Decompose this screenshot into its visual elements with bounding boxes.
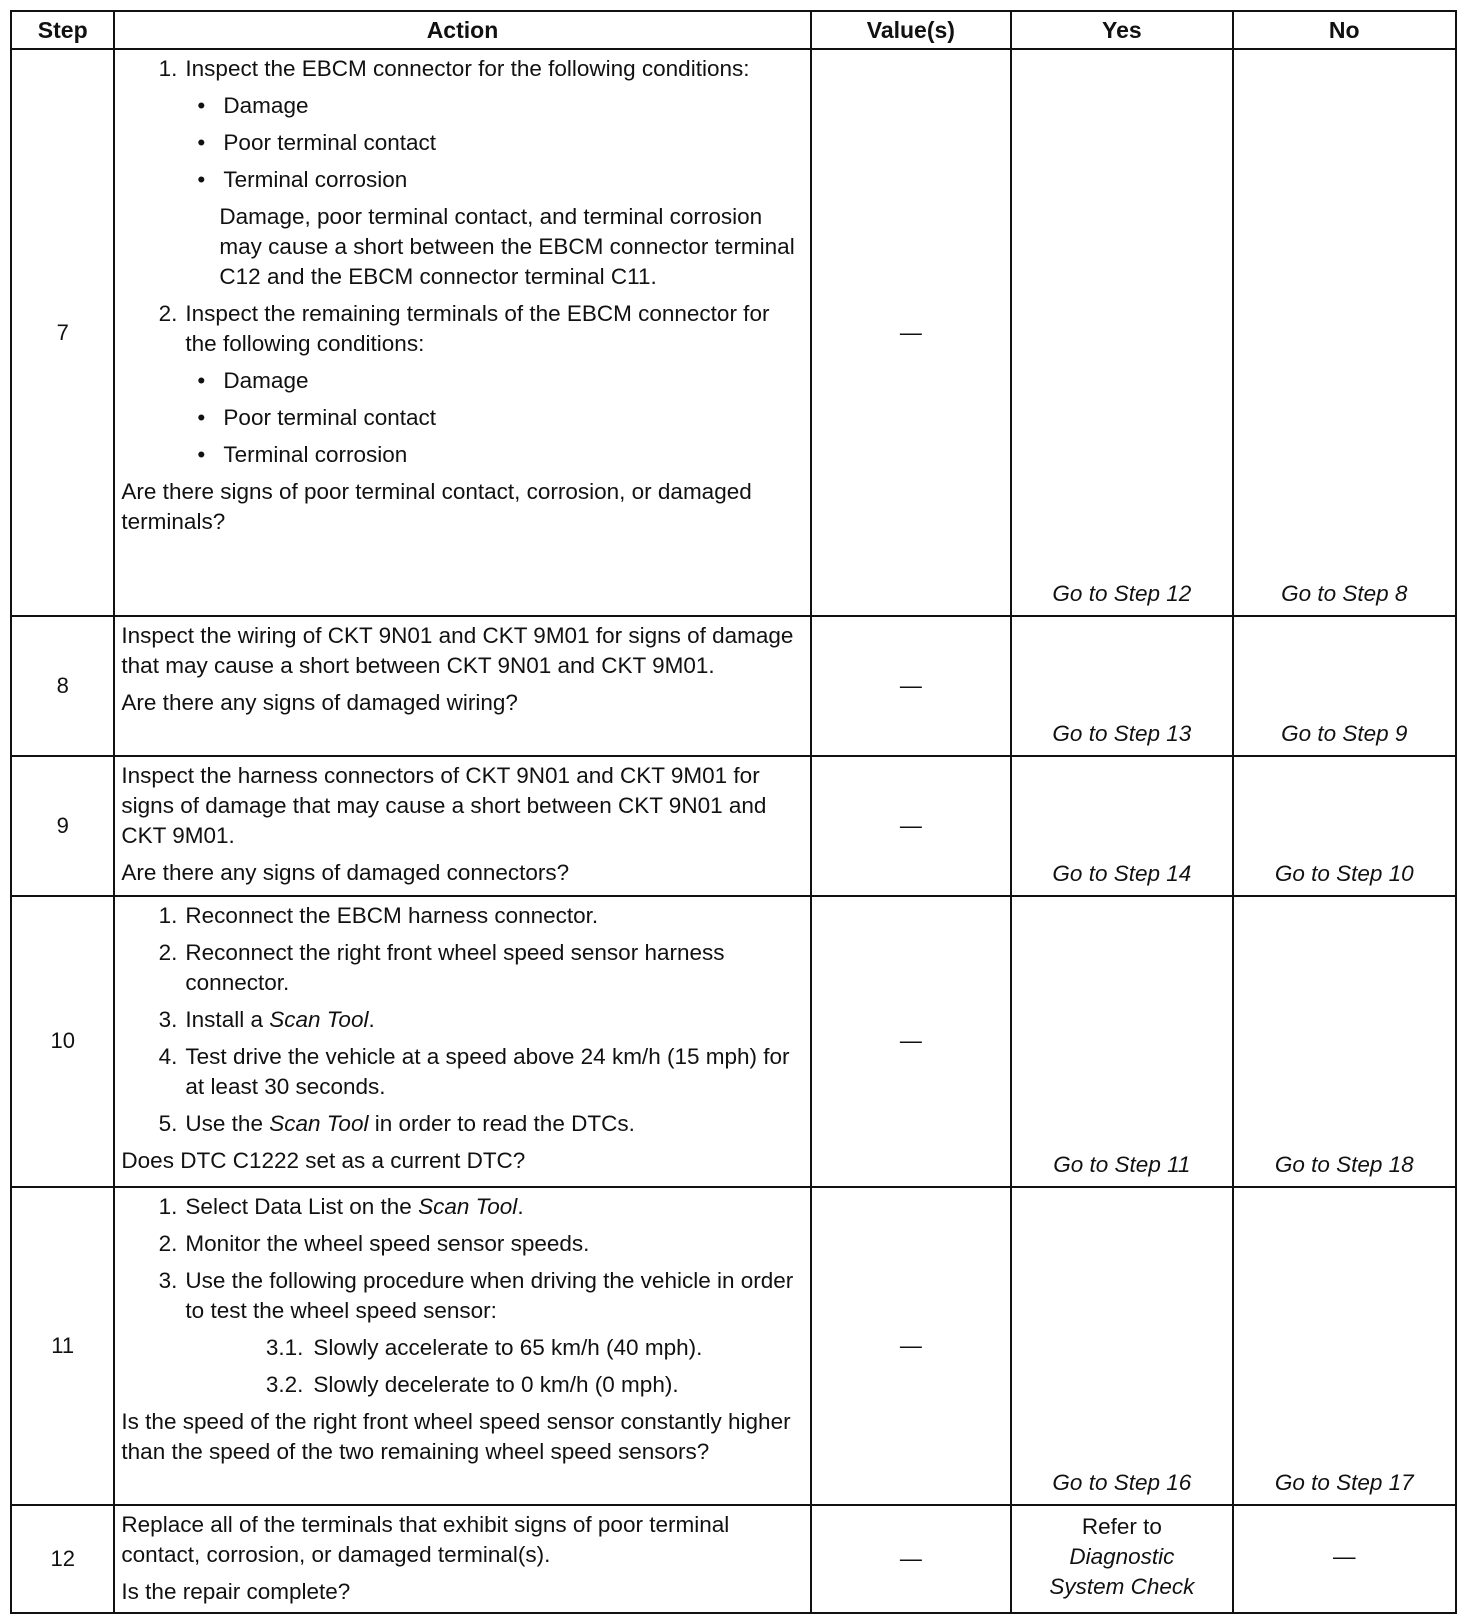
item-text: Inspect the EBCM connector for the following conditions: xyxy=(185,56,750,81)
item-text: Reconnect the right front wheel speed sensor harness connector. xyxy=(185,939,725,995)
value-cell: — xyxy=(811,756,1012,896)
item-text: Monitor the wheel speed sensor speeds. xyxy=(185,1230,590,1256)
bullet-text: Damage xyxy=(223,368,309,393)
action-cell xyxy=(114,1187,810,1506)
yes-cell: Go to Step 14 xyxy=(1011,756,1232,896)
item-text xyxy=(185,1109,634,1139)
bullet-item xyxy=(121,403,803,433)
sub-list-item xyxy=(121,1370,803,1400)
item-number: 2. xyxy=(158,301,178,326)
item-text: Reconnect the EBCM harness connector. xyxy=(185,902,599,928)
header-step: Step xyxy=(11,11,114,49)
bullet-item xyxy=(121,440,803,470)
action-text: Inspect the harness connectors of CKT 9N01 and CKT 9M01 for signs of damage that may cause a short between CKT 9N01 and CKT 9M01. xyxy=(121,762,767,848)
value-cell: — xyxy=(811,1505,1012,1613)
text-run: in order to read the DTCs. xyxy=(368,1110,635,1136)
item-number: 4. xyxy=(158,1043,178,1069)
yes-cell xyxy=(1011,1505,1232,1613)
table-row-step-8 xyxy=(11,616,1456,756)
item-text xyxy=(185,1192,523,1222)
note-text: Damage, poor terminal contact, and terminal corrosion may cause a short between the EBCM connector terminal C12 and the EBCM connector terminal C11. xyxy=(219,204,795,289)
bullet-icon: • xyxy=(197,130,206,155)
text-run: . xyxy=(368,1006,375,1032)
bullet-item xyxy=(121,91,803,121)
list-item xyxy=(121,901,803,931)
item-text: Use the following procedure when driving the vehicle in order to test the wheel speed sensor: xyxy=(185,1267,794,1323)
yes-cell: Go to Step 13 xyxy=(1011,616,1232,756)
list-item xyxy=(121,299,803,359)
item-number: 1. xyxy=(158,56,178,81)
text-run: Select Data List on the xyxy=(185,1193,419,1219)
question-text: Are there signs of poor terminal contact, corrosion, or damaged terminals? xyxy=(121,479,752,534)
table-row-step-12 xyxy=(11,1505,1456,1613)
scan-tool-term: Scan Tool xyxy=(269,1006,369,1032)
sub-item-text: Slowly accelerate to 65 km/h (40 mph). xyxy=(313,1334,703,1360)
item-text xyxy=(185,1005,374,1035)
no-cell: — xyxy=(1233,1505,1456,1613)
no-cell: Go to Step 18 xyxy=(1233,896,1456,1187)
list-item xyxy=(121,1266,803,1326)
diagnostic-table xyxy=(10,10,1457,1614)
table-row-step-11 xyxy=(11,1187,1456,1506)
no-cell: Go to Step 9 xyxy=(1233,616,1456,756)
value-cell: — xyxy=(811,49,1012,616)
list-item xyxy=(121,1005,803,1035)
sub-item-text: Slowly decelerate to 0 km/h (0 mph). xyxy=(313,1371,679,1397)
bullet-text: Poor terminal contact xyxy=(223,405,437,430)
bullet-icon: • xyxy=(197,167,206,192)
list-item xyxy=(121,1192,803,1222)
bullet-item xyxy=(121,128,803,158)
action-cell xyxy=(114,49,810,616)
header-no: No xyxy=(1233,11,1456,49)
step-number: 8 xyxy=(11,616,114,756)
item-number: 1. xyxy=(158,902,178,928)
item-text: Test drive the vehicle at a speed above 24 km/h (15 mph) for at least 30 seconds. xyxy=(185,1043,790,1099)
step-number: 11 xyxy=(11,1187,114,1506)
question-text: Does DTC C1222 set as a current DTC? xyxy=(121,1147,526,1173)
scan-tool-term: Scan Tool xyxy=(269,1110,369,1136)
sub-list-item xyxy=(121,1333,803,1363)
bullet-icon: • xyxy=(197,442,206,467)
yes-cell: Go to Step 16 xyxy=(1011,1187,1232,1506)
bullet-text: Poor terminal contact xyxy=(223,130,437,155)
value-cell: — xyxy=(811,616,1012,756)
item-number: 3. xyxy=(158,1267,178,1293)
item-number: 5. xyxy=(158,1110,178,1136)
diagnostic-link-text: Diagnostic xyxy=(1069,1543,1175,1569)
table-row-step-7 xyxy=(11,49,1456,616)
step-number: 10 xyxy=(11,896,114,1187)
question-text: Are there any signs of damaged wiring? xyxy=(121,690,518,716)
system-check-link-text: System Check xyxy=(1049,1573,1195,1599)
text-run: . xyxy=(517,1193,524,1219)
value-cell: — xyxy=(811,1187,1012,1506)
bullet-text: Terminal corrosion xyxy=(223,167,408,192)
list-item xyxy=(121,1042,803,1102)
bullet-item xyxy=(121,165,803,195)
item-number: 2. xyxy=(158,1230,178,1256)
item-text: Inspect the remaining terminals of the EBCM connector for the following conditions: xyxy=(185,301,770,356)
bullet-text: Terminal corrosion xyxy=(223,442,408,467)
action-cell xyxy=(114,1505,810,1613)
step-number: 7 xyxy=(11,49,114,616)
bullet-text: Damage xyxy=(223,93,309,118)
step-number: 12 xyxy=(11,1505,114,1613)
question-text: Is the speed of the right front wheel speed sensor constantly higher than the speed of the two remaining wheel speed sensors? xyxy=(121,1408,791,1464)
action-cell xyxy=(114,896,810,1187)
header-row xyxy=(11,11,1456,49)
item-number: 3. xyxy=(158,1006,178,1032)
header-values: Value(s) xyxy=(811,11,1012,49)
value-cell: — xyxy=(811,896,1012,1187)
text-run: Install a xyxy=(185,1006,270,1032)
no-cell: Go to Step 10 xyxy=(1233,756,1456,896)
table-row-step-10 xyxy=(11,896,1456,1187)
no-cell: Go to Step 17 xyxy=(1233,1187,1456,1506)
list-item xyxy=(121,54,803,84)
list-item xyxy=(121,938,803,998)
action-text: Replace all of the terminals that exhibit signs of poor terminal contact, corrosion, or damaged terminal(s). xyxy=(121,1512,730,1568)
yes-cell: Go to Step 11 xyxy=(1011,896,1232,1187)
action-cell xyxy=(114,756,810,896)
bullet-icon: • xyxy=(197,368,206,393)
list-item xyxy=(121,1109,803,1139)
item-number: 1. xyxy=(158,1193,178,1219)
table-row-step-9 xyxy=(11,756,1456,896)
refer-to-text: Refer to xyxy=(1081,1513,1162,1539)
sub-item-number: 3.2. xyxy=(265,1371,304,1397)
text-run: Use the xyxy=(185,1110,270,1136)
item-number: 2. xyxy=(158,939,178,965)
sub-item-number: 3.1. xyxy=(265,1334,304,1360)
no-cell: Go to Step 8 xyxy=(1233,49,1456,616)
bullet-icon: • xyxy=(197,405,206,430)
action-text: Inspect the wiring of CKT 9N01 and CKT 9M01 for signs of damage that may cause a short between CKT 9N01 and CKT 9M01. xyxy=(121,623,794,679)
yes-cell: Go to Step 12 xyxy=(1011,49,1232,616)
header-action: Action xyxy=(114,11,810,49)
action-cell xyxy=(114,616,810,756)
bullet-item xyxy=(121,366,803,396)
list-item xyxy=(121,1229,803,1259)
header-yes: Yes xyxy=(1011,11,1232,49)
question-text: Is the repair complete? xyxy=(121,1579,351,1605)
question-text: Are there any signs of damaged connectors? xyxy=(121,859,570,885)
bullet-icon: • xyxy=(197,93,206,118)
scan-tool-term: Scan Tool xyxy=(418,1193,518,1219)
step-number: 9 xyxy=(11,756,114,896)
